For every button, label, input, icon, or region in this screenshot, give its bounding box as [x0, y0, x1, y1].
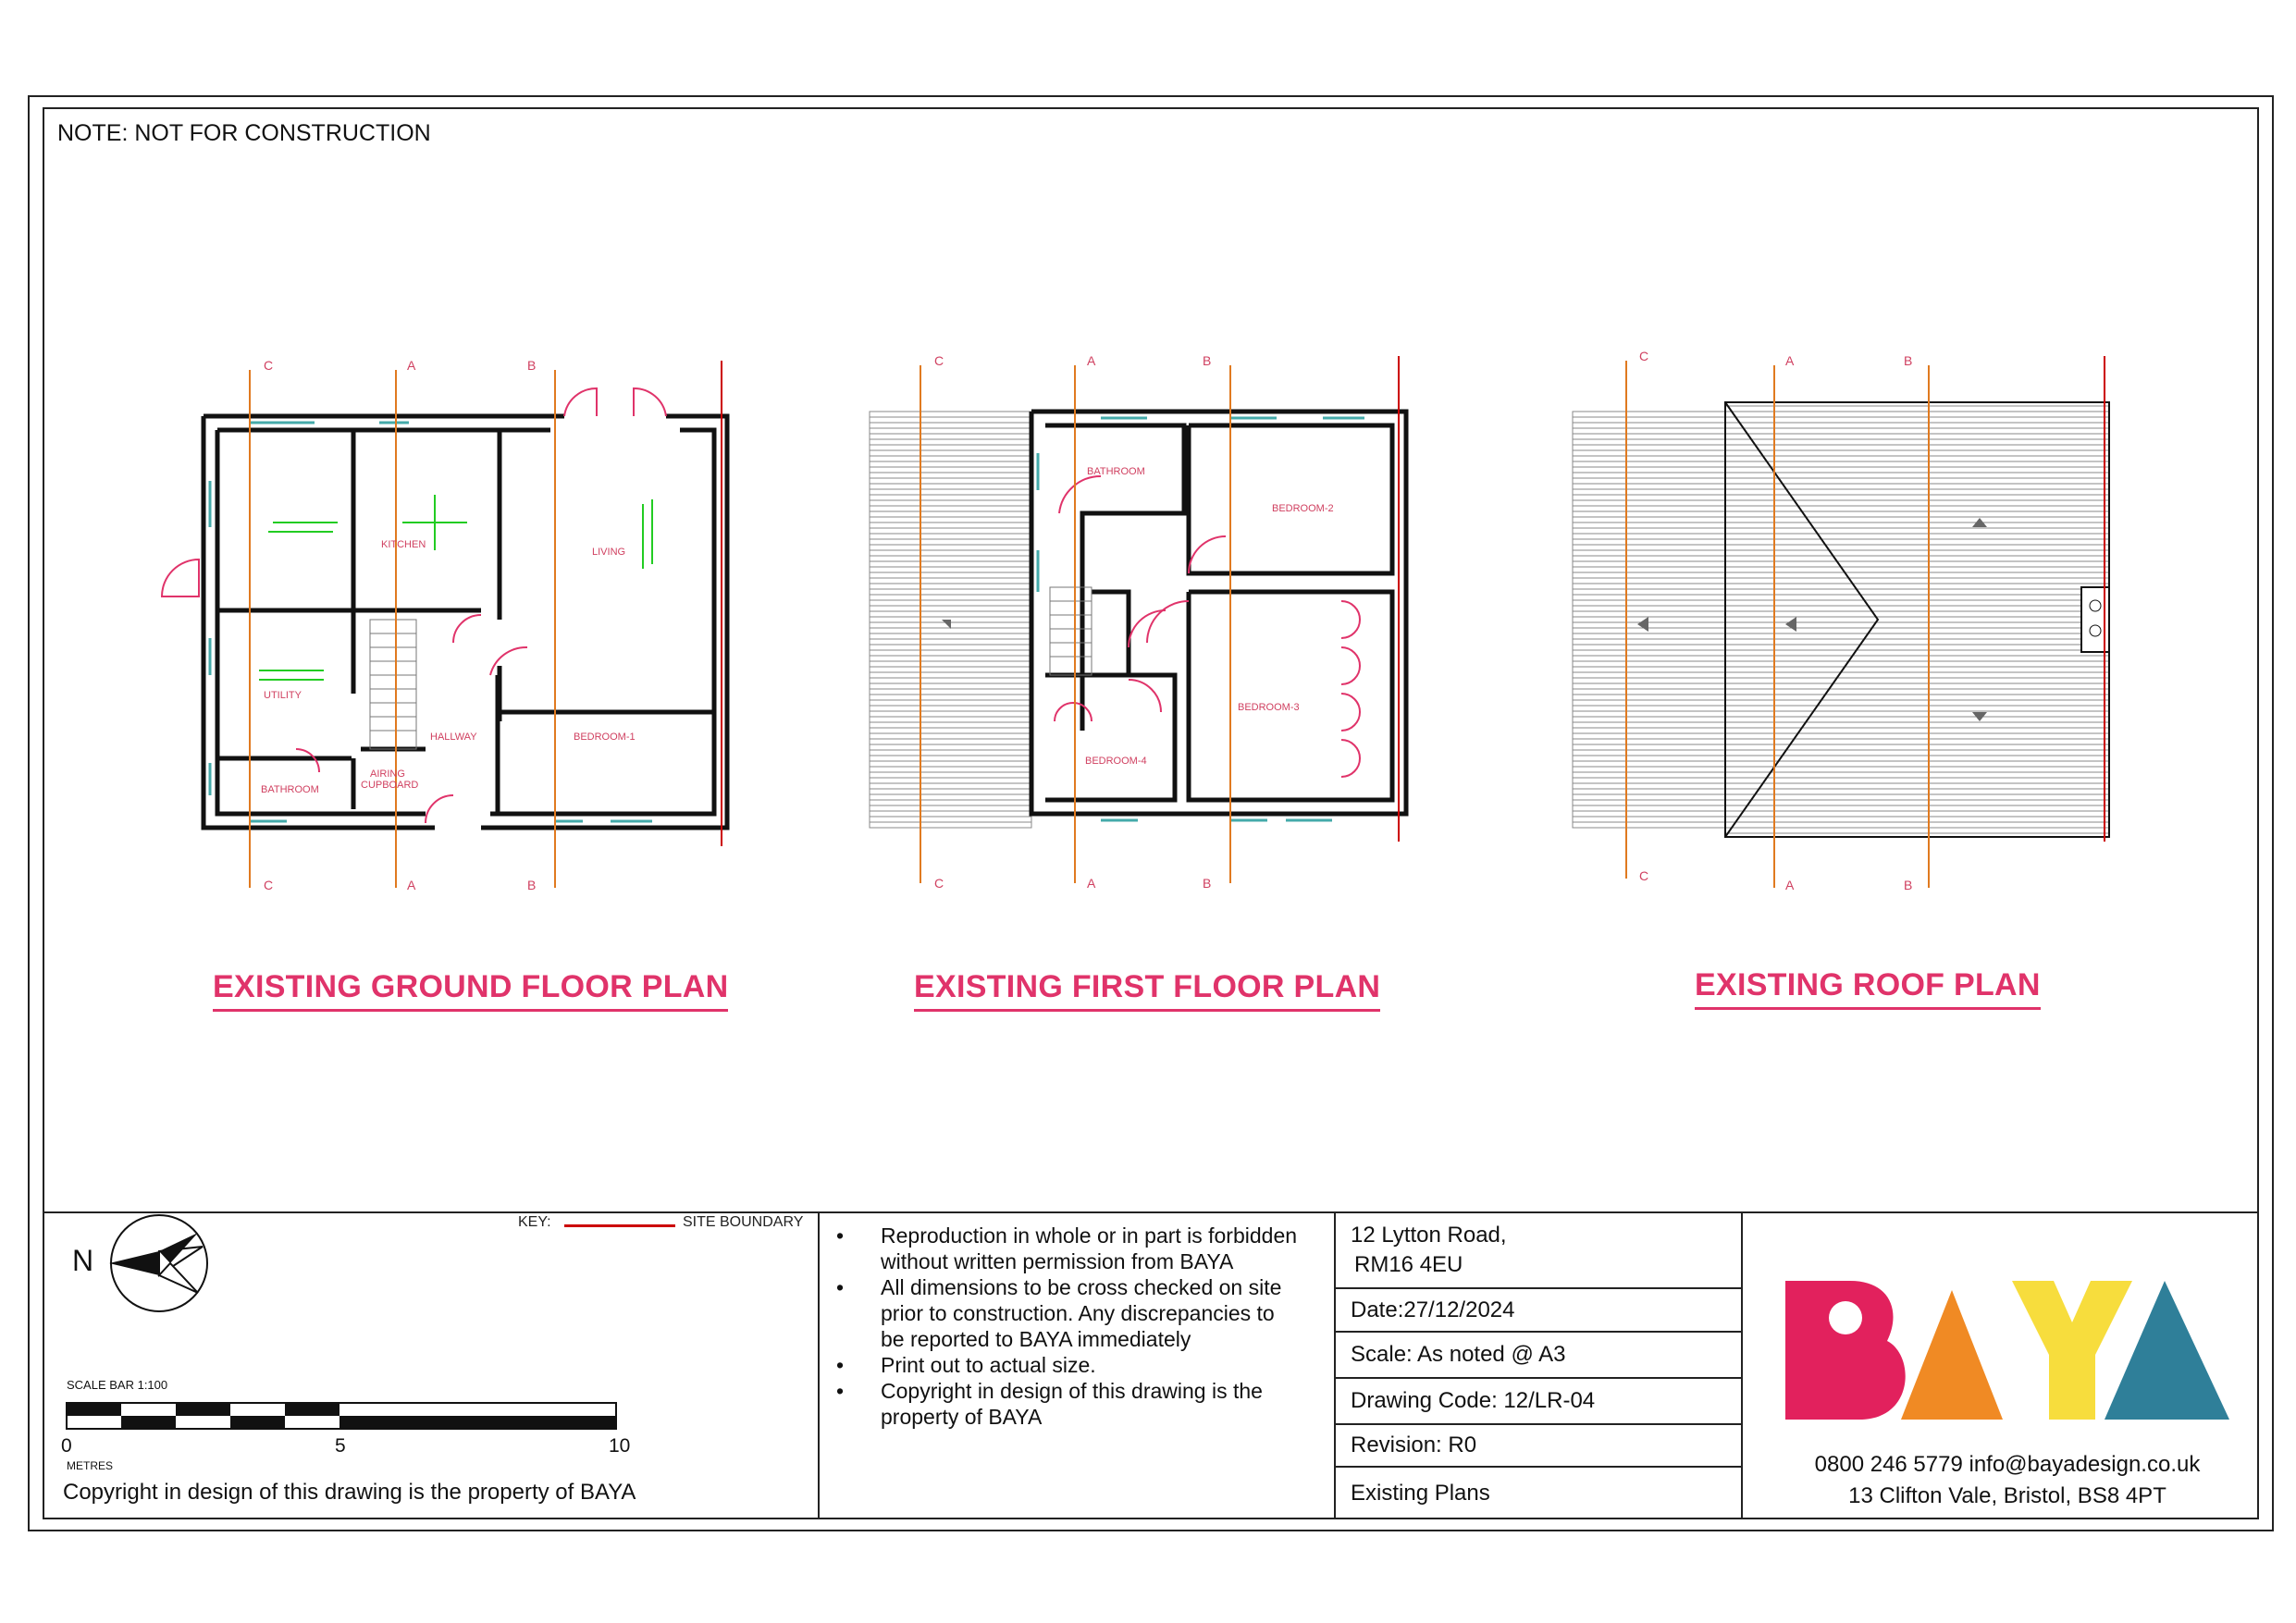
- title-block-info: [1336, 1213, 1741, 1519]
- first-section-marker-b-top: B: [1203, 353, 1212, 368]
- address-cell: [1336, 1213, 1741, 1289]
- title-block-top-rule: [43, 1211, 2259, 1213]
- scale-cell: Scale: As noted @ A3: [1336, 1333, 1741, 1379]
- first-floor-plan-title: EXISTING FIRST FLOOR PLAN: [914, 969, 1380, 1012]
- section-marker-a-top: A: [407, 358, 416, 373]
- first-section-marker-b-bottom: B: [1203, 876, 1212, 891]
- first-floor-plan-drawing: [860, 342, 1452, 906]
- section-marker-c-bottom: C: [264, 878, 274, 892]
- ground-stairs: [370, 620, 416, 749]
- ground-windows: [210, 423, 652, 821]
- room-label-utility: UTILITY: [264, 690, 302, 701]
- roof-section-marker-c-bottom: C: [1639, 868, 1649, 883]
- roof-section-marker-b-bottom: B: [1904, 878, 1913, 892]
- roof-plan-title: EXISTING ROOF PLAN: [1695, 967, 2041, 1010]
- room-label-hallway: HALLWAY: [430, 732, 477, 743]
- key-site-boundary-label: SITE BOUNDARY: [683, 1214, 804, 1230]
- key-site-boundary-swatch: [564, 1224, 675, 1227]
- drawing-title-cell: Existing Plans: [1351, 1481, 1490, 1506]
- room-label-bedroom-1: BEDROOM-1: [574, 732, 636, 743]
- address-line-1: 12 Lytton Road,: [1351, 1223, 1507, 1248]
- room-label-first-bathroom: BATHROOM: [1087, 466, 1145, 477]
- note-item: • Print out to actual size.: [836, 1352, 1299, 1378]
- first-doors: [1055, 476, 1360, 777]
- first-section-marker-a-top: A: [1087, 353, 1096, 368]
- roof-hatch-left: [1573, 412, 1725, 828]
- address-line-2: RM16 4EU: [1354, 1252, 1463, 1277]
- company-address: 13 Clifton Vale, Bristol, BS8 4PT: [1848, 1483, 2166, 1508]
- baya-logo-a2: [2105, 1281, 2229, 1420]
- baya-logo-b: [1785, 1281, 1906, 1420]
- construction-note: NOTE: NOT FOR CONSTRUCTION: [57, 120, 431, 146]
- ground-walls: [204, 416, 727, 828]
- roof-section-marker-c-top: C: [1639, 349, 1649, 363]
- logo-divider: [1741, 1211, 1743, 1519]
- room-label-cupboard: CUPBOARD: [361, 780, 419, 791]
- ground-floor-plan-drawing: [148, 342, 759, 906]
- north-arrow-icon: [105, 1210, 213, 1317]
- room-label-bedroom-4: BEDROOM-4: [1085, 756, 1147, 767]
- room-label-bedroom-3: BEDROOM-3: [1238, 702, 1300, 713]
- copyright-left: Copyright in design of this drawing is the property of BAYA: [63, 1480, 636, 1505]
- room-label-bedroom-2: BEDROOM-2: [1272, 503, 1334, 514]
- first-section-marker-c-top: C: [934, 353, 944, 368]
- key-label: KEY:: [518, 1214, 551, 1230]
- scale-tick-0: 0: [61, 1435, 72, 1457]
- scale-units: METRES: [67, 1459, 114, 1472]
- room-label-living: LIVING: [592, 547, 626, 558]
- scale-tick-5: 5: [335, 1435, 346, 1457]
- scale-bar-graphic: [65, 1401, 620, 1432]
- baya-logo: [1776, 1272, 2239, 1429]
- notes-list: [836, 1223, 1299, 1430]
- roof-section-marker-a-bottom: A: [1785, 878, 1795, 892]
- first-stairs: [1050, 587, 1092, 675]
- date-cell: Date:27/12/2024: [1336, 1289, 1741, 1333]
- roof-hatch-main: [1725, 402, 2109, 837]
- north-label: N: [72, 1244, 94, 1277]
- ground-section-lines: [250, 370, 555, 888]
- ground-floor-plan-title: EXISTING GROUND FLOOR PLAN: [213, 969, 728, 1012]
- roof-section-marker-b-top: B: [1904, 353, 1913, 368]
- joist-direction-arrows: [259, 495, 652, 680]
- company-contact: 0800 246 5779 info@bayadesign.co.uk: [1814, 1452, 2201, 1477]
- first-section-marker-c-bottom: C: [934, 876, 944, 891]
- roof-plan-drawing: [1563, 342, 2137, 906]
- room-label-kitchen: KITCHEN: [381, 539, 426, 550]
- drawing-code-cell: Drawing Code: 12/LR-04: [1336, 1379, 1741, 1425]
- revision-cell: Revision: R0: [1336, 1425, 1741, 1468]
- section-marker-b-top: B: [527, 358, 537, 373]
- note-item: • Reproduction in whole or in part is forbidden without written permission from BAYA: [836, 1223, 1299, 1274]
- roof-section-marker-a-top: A: [1785, 353, 1795, 368]
- note-item: • Copyright in design of this drawing is the property of BAYA: [836, 1378, 1299, 1430]
- room-label-bathroom: BATHROOM: [261, 784, 319, 795]
- notes-divider: [818, 1211, 820, 1519]
- section-marker-c-top: C: [264, 358, 274, 373]
- scale-tick-10: 10: [609, 1435, 631, 1457]
- room-label-airing: AIRING: [370, 768, 405, 780]
- note-item: • All dimensions to be cross checked on site prior to construction. Any discrepancies to be reported to BAYA immediately: [836, 1274, 1299, 1352]
- section-marker-b-bottom: B: [527, 878, 537, 892]
- section-marker-a-bottom: A: [407, 878, 416, 892]
- first-section-marker-a-bottom: A: [1087, 876, 1096, 891]
- scale-bar-title: SCALE BAR 1:100: [67, 1378, 168, 1392]
- baya-logo-a1: [1901, 1290, 2003, 1420]
